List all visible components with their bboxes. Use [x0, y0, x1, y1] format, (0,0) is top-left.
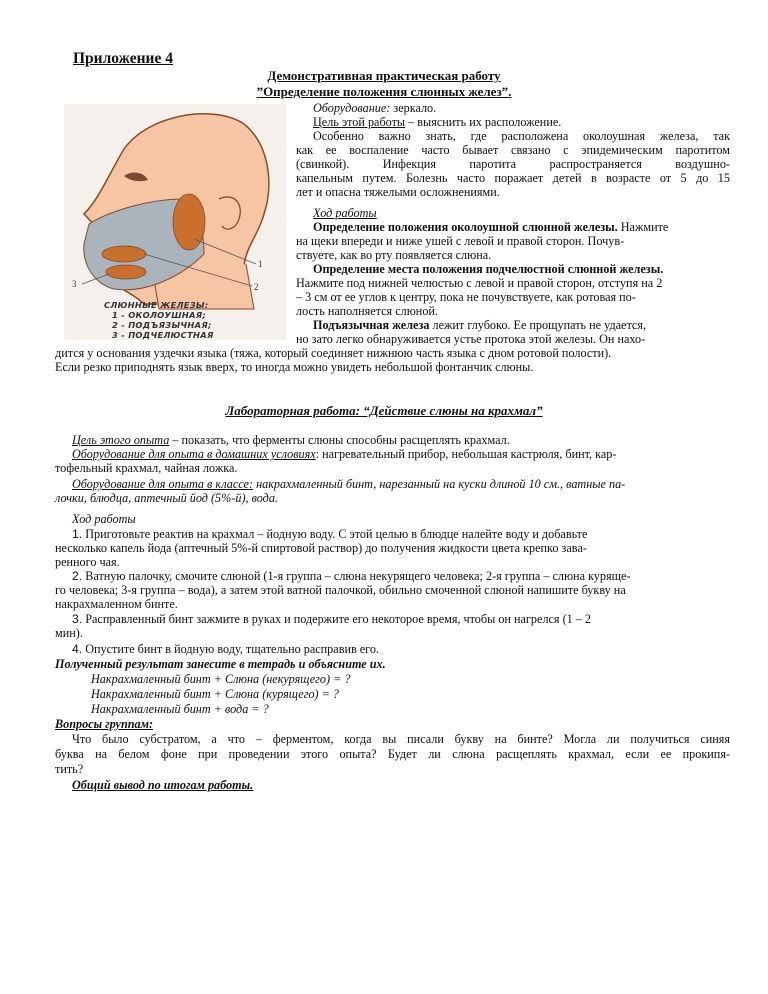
result-line [91, 672, 351, 686]
conclusion-text: Общий вывод по итогам работы. [72, 778, 254, 792]
lab-class-equipment [72, 477, 625, 491]
figure-caption-item-2: 2 - ПОДЪЯЗЫЧНАЯ; [112, 320, 212, 330]
result-line-text: Накрахмаленный бинт + вода = ? [91, 702, 269, 716]
demo-para-line: Особенно важно знать, где расположена околоушная железа, так [313, 129, 730, 143]
lab-goal-label: Цель этого опыта [72, 433, 170, 447]
label-1: 1 [258, 259, 263, 269]
lab-class-value: накрахмаленный бинт, нарезанный на куски длиной 10 см., ватные па- [253, 477, 626, 491]
figure-caption-item-1: 1 - ОКОЛОУШНАЯ; [112, 310, 207, 320]
salivary-glands-illustration [64, 104, 286, 340]
lab-step-2 [72, 569, 630, 583]
submandibular-gland [106, 265, 146, 279]
step-number: 4. [72, 642, 83, 656]
demo-goal-label: Цель этой работы [313, 115, 406, 129]
demo-step3-bold: Подъязычная железа [313, 318, 430, 332]
conclusion [72, 778, 253, 792]
step-text: Ватную палочку, смочите слюной (1-я группа – слюна некурящего человека; 2-я группа – слюна куряще- [85, 569, 631, 583]
demo-step1-rest: Нажмите [617, 220, 669, 234]
demo-para-line: (свинкой). Инфекция паротита распространяется воздушно- [296, 157, 730, 171]
label-3: 3 [72, 279, 77, 289]
result-line [91, 702, 269, 716]
demo-step2-line: лость наполняется слюной. [296, 304, 438, 318]
demo-title-line-2: ”Определение положения слюнных желез”. [256, 84, 512, 99]
demo-title-line-1: Демонстративная практическая работу [267, 68, 501, 83]
demo-equipment [313, 101, 436, 115]
sublingual-gland [102, 246, 146, 262]
step-text: Приготовьте реактив на крахмал – йодную воду. С этой целью в блюдце налейте воду и добавьте [85, 527, 588, 541]
lab-step-2-line: го человека; 3-я группа – вода), а затем этой ватной палочкой, обильно смоченной слюной напишите букву на [55, 583, 626, 597]
demo-step3-line: дится у основания уздечки языка (тяжа, который соединяет нижнюю часть языка с дном ротовой полости). [55, 346, 612, 360]
demo-goal-value: – выяснить их расположение. [405, 115, 562, 129]
lab-home-value-2: тофельный крахмал, чайная ложка. [55, 461, 238, 475]
lab-step-1 [72, 527, 587, 541]
demo-step3-line: но зато легко обнаруживается устье протока этой железы. Он нахо- [296, 332, 646, 346]
demo-step1-line: на щеки впереди и ниже ушей с левой и правой сторон. Почув- [296, 234, 625, 248]
questions-line: тить? [55, 762, 84, 776]
lab-class-value-2 [55, 491, 278, 505]
result-line-text: Накрахмаленный бинт + Слюна (курящего) = ? [91, 687, 340, 701]
demo-procedure-label-text: Ход работы [313, 206, 377, 220]
lab-step-3-line: мин). [55, 626, 83, 640]
lab-procedure-label [72, 512, 136, 526]
questions-heading [55, 717, 153, 731]
step-number: 2. [72, 569, 83, 583]
demo-equipment-value: зеркало. [390, 101, 437, 115]
demo-step1-line: ствуете, как во рту появляется слюна. [296, 248, 492, 262]
demo-para-line: лет и опасна тяжелыми осложнениями. [296, 185, 500, 199]
lab-goal [72, 433, 510, 447]
label-2: 2 [254, 282, 259, 292]
step-number: 3. [72, 612, 83, 626]
lab-goal-value: – показать, что ферменты слюны способны расщеплять крахмал. [169, 433, 510, 447]
demo-step1-bold: Определение положения околоушной слюнной железы. [313, 220, 618, 234]
result-line-text: Накрахмаленный бинт + Слюна (некурящего) = ? [91, 672, 351, 686]
questions-line: Что было субстратом, а что – ферментом, когда вы писали букву на бинте? Могла ли получиться синяя [72, 732, 730, 746]
lab-step-4 [72, 642, 379, 656]
result-heading-text: Полученный результат занесите в тетрадь и объясните их. [55, 657, 386, 671]
lab-home-label: Оборудование для опыта в домашних условиях [72, 447, 316, 461]
demo-step3-rest: лежит глубоко. Ее прощупать не удается, [429, 318, 646, 332]
demo-para-line: капельным путем. Болезнь часто поражает детей в возрасте от 5 до 15 [296, 171, 730, 185]
questions-heading-text: Вопросы группам: [55, 717, 153, 731]
lab-home-equipment [72, 447, 616, 461]
figure-caption-title: СЛЮННЫЕ ЖЕЛЕЗЫ: [104, 300, 209, 310]
lab-home-value: : нагревательный прибор, небольшая кастрюля, бинт, кар- [315, 447, 617, 461]
lab-step-3 [72, 612, 591, 626]
demo-step2-line: – 3 см от ее углов к центру, пока не почувствуете, как ротовая по- [296, 290, 636, 304]
demo-step1 [313, 220, 668, 234]
demo-goal [313, 115, 561, 129]
demo-para-line: как ее воспаление часто бывает связано с эпидемическим паротитом [296, 143, 730, 157]
demo-step2-bold-text: Определение места положения подчелюстной слюнной железы. [313, 262, 664, 276]
demo-step2-bold [313, 262, 663, 276]
demo-equipment-label: Оборудование: [313, 101, 391, 115]
demo-step2-line: Нажмите под нижней челюстью с левой и правой сторон, отступя на 2 [296, 276, 663, 290]
lab-title-text: Лабораторная работа: “Действие слюны на крахмал” [225, 403, 543, 418]
demo-procedure-label [313, 206, 377, 220]
lab-class-label: Оборудование для опыта в классе: [72, 477, 254, 491]
lab-step-2-line: накрахмаленном бинте. [55, 597, 178, 611]
figure-caption-item-3: 3 - ПОДЧЕЛЮСТНАЯ [112, 330, 214, 340]
step-text: Опустите бинт в йодную воду, тщательно расправив его. [85, 642, 380, 656]
lab-step-1-line: ренного чая. [55, 555, 120, 569]
result-line [91, 687, 339, 701]
lab-procedure-label-text: Ход работы [72, 512, 136, 526]
step-number: 1. [72, 527, 83, 541]
demo-step3 [313, 318, 646, 332]
appendix-title: Приложение 4 [73, 50, 173, 67]
questions-line: буква на белом фоне при проведении этого опыта? Будет ли слюна расщеплять крахмал, если ее прокипя- [55, 747, 730, 761]
step-text: Расправленный бинт зажмите в руках и подержите его некоторое время, чтобы он нагрелся (1 – 2 [85, 612, 592, 626]
result-heading [55, 657, 386, 671]
lab-step-1-line: несколько капель йода (аптечный 5%-й спиртовой раствор) до получения жидкости цвета крепко зава- [55, 541, 587, 555]
ear [219, 197, 240, 229]
demo-step3-line: Если резко приподнять язык вверх, то иногда можно увидеть небольшой фонтанчик слюны. [55, 360, 534, 374]
lab-class-value-2-text: лочки, блюдца, аптечный йод (5%-й), вода. [55, 491, 278, 505]
lab-title [0, 404, 768, 418]
